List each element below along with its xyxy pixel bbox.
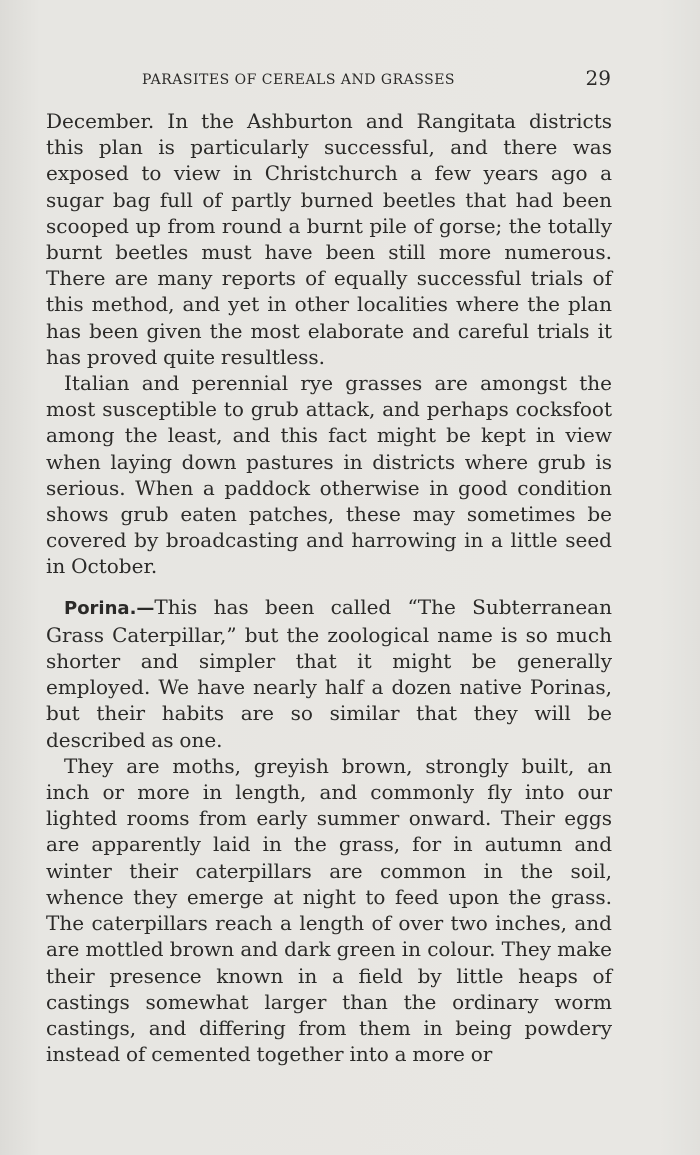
running-head: PARASITES OF CEREALS AND GRASSES bbox=[142, 72, 456, 88]
body-text bbox=[46, 108, 612, 1067]
paragraph-4: They are moths, greyish brown, strongly built, an inch or more in length, and commonly fly into our lighted rooms from early summer onward. Their eggs are apparently laid in the grass, for in autumn and winter their caterpillars are common in the soil, whence they emerge at night to feed upon the grass. The caterpillars reach a length of over two inches, and are mottled brown and dark green in colour. They make their presence known in a field by little heaps of castings somewhat larger than the ordinary worm castings, and differing from them in being powdery instead of cemented together into a more or bbox=[46, 753, 612, 1067]
page-header bbox=[46, 66, 611, 98]
paragraph-3-text: This has been called “The Subterranean Grass Caterpillar,” but the zoological name is so much shorter and simpler that it might be generally employed. We have nearly half a dozen native Porinas, but their habits are so similar that they will be described as one. bbox=[46, 594, 612, 752]
paragraph-2: Italian and perennial rye grasses are amongst the most susceptible to grub attack, and perhaps cocksfoot among the least, and this fact might be kept in view when laying down pastures in districts where grub is serious. When a paddock otherwise in good condition shows grub eaten patches, these may sometimes be covered by broadcasting and harrowing in a little seed in October. bbox=[46, 371, 612, 579]
section-heading-porina: Porina.— bbox=[64, 597, 155, 619]
paragraph-1: December. In the Ashburton and Rangitata districts this plan is particularly successful, and there was exposed to view in Christchurch a few years ago a sugar bag full of partly burned beetles that had been scooped up from round a burnt pile of gorse; the totally burnt beetles must have been still more numerous. There are many reports of equally successful trials of this method, and yet in other localities where the plan has been given the most elaborate and careful trials it has proved quite resultless. bbox=[46, 109, 612, 369]
page-number: 29 bbox=[585, 66, 611, 90]
paragraph-3 bbox=[46, 594, 612, 753]
